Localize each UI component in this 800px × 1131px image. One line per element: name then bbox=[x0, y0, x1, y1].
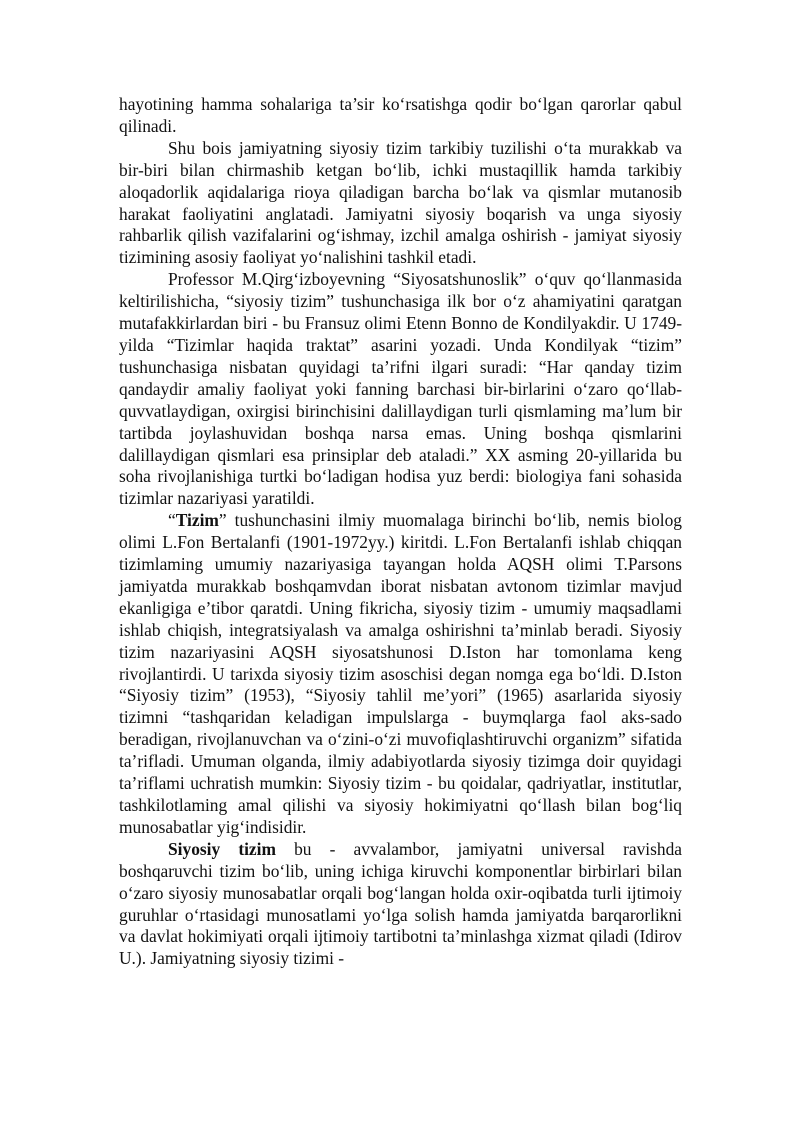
term-siyosiy-tizim: Siyosiy tizim bbox=[168, 838, 276, 859]
open-quote: “ bbox=[168, 510, 176, 531]
paragraph-condillac-definition: Professor M.Qirg‘izboyevning “Siyosatshunoslik” o‘quv qo‘llanmasida keltirilishicha, “siyosiy tizim” tushunchasiga ilk bor o‘z ahamiyatini qaratgan mutafakkirlardan biri - bu Fransuz olimi Etenn Bonno de Kondilyakdir. U 1749-yilda “Tizimlar haqida traktat” asarini yozadi. Unda Kondilyak “tizim” tushunchasiga nisbatan quyidagi ta’rifni ilgari suradi: “Har qanday tizim qandaydir amaliy faoliyat yoki fanning barchasi bir-birlarini o‘zaro qo‘llab-quvvatlaydigan, oxirgisi birinchisini dalillaydigan turli qismlaming ma’lum bir tartibda joylashuvidan boshqa narsa emas. Uning boshqa qismlarini dalillaydigan qismlari esa prinsiplar deb ataladi.” XX asming 20-yillarida bu soha rivojlanishiga turtki bo‘ladigan hodisa yuz berdi: biologiya fani sohasida tizimlar nazariyasi yaratildi. bbox=[119, 269, 682, 509]
paragraph-body: tushunchasini ilmiy muomalaga birinchi bo‘lib, nemis biolog olimi L.Fon Bertalanfi (1901-1972yy.) kiritdi. L.Fon Bertalanfi ishlab chiqqan tizimlaming umumiy nazariyasiga tayangan holda AQSH olimi T.Parsons jamiyatda murakkab boshqamvdan iborat nisbatan avtonom tizimlar mavjud ekanligiga e’tibor qaratdi. Uning fikricha, siyosiy tizim - umumiy maqsadlami ishlab chiqish, integratsiyalash va amalga oshirishni ta’minlab beradi. Siyosiy tizim nazariyasini AQSH siyosatshunosi D.Iston har tomonlama keng rivojlantirdi. U tarixda siyosiy tizim asoschisi degan nomga ega bo‘ldi. D.Iston “Siyosiy tizim” (1953), “Siyosiy tahlil me’yori” (1965) asarlarida siyosiy tizimni “tashqaridan keladigan impulslarga - buymqlarga faol aks-sado beradigan, rivojlanuvchan va o‘zini-o‘zi muvofiqlashtiruvchi organizm” sifatida ta’rifladi. Umuman olganda, ilmiy adabiyotlarda siyosiy tizimga doir quyidagi ta’riflami uchratish mumkin: Siyosiy tizim - bu qoidalar, qadriyatlar, institutlar, tashkilotlaming amal qilishi va siyosiy hokimiyatni qo‘llash bilan bog‘liq munosabatlar yig‘indisidir. bbox=[119, 510, 682, 837]
paragraph-body: bu - avvalambor, jamiyatni universal ravishda boshqaruvchi tizim bo‘lib, uning ichiga kiruvchi komponentlar birbirlari bilan o‘zaro siyosiy munosabatlar orqali bog‘langan holda oxir-oqibatda turli ijtimoiy guruhlar o‘rtasidagi munosatlami yo‘lga solish hamda jamiyatda barqarorlikni va davlat hokimiyati orqali ijtimoiy tartibotni ta’minlashga xizmat qiladi (Idirov U.). Jamiyatning siyosiy tizimi - bbox=[119, 838, 682, 969]
paragraph-political-system-structure: Shu bois jamiyatning siyosiy tizim tarkibiy tuzilishi o‘ta murakkab va bir-biri bilan chirmashib ketgan bo‘lib, ichki mustaqillik hamda tarkibiy aloqadorlik aqidalariga rioya qiladigan barcha bo‘lak va qismlar mutanosib harakat faoliyatini anglatadi. Jamiyatni siyosiy boqarish va unga siyosiy rahbarlik qilish vazifalarini og‘ishmay, izchil amalga oshirish - jamiyat siyosiy tizimining asosiy faoliyat yo‘nalishini tashkil etadi. bbox=[119, 137, 682, 268]
document-page bbox=[119, 94, 682, 970]
paragraph-siyosiy-tizim-definition bbox=[119, 839, 682, 970]
term-tizim: Tizim bbox=[175, 510, 219, 531]
close-quote: ” bbox=[218, 510, 227, 531]
paragraph-tizim-concept bbox=[119, 510, 682, 839]
paragraph-continuation: hayotining hamma sohalariga ta’sir ko‘rsatishga qodir bo‘lgan qarorlar qabul qilinadi. bbox=[119, 94, 682, 136]
